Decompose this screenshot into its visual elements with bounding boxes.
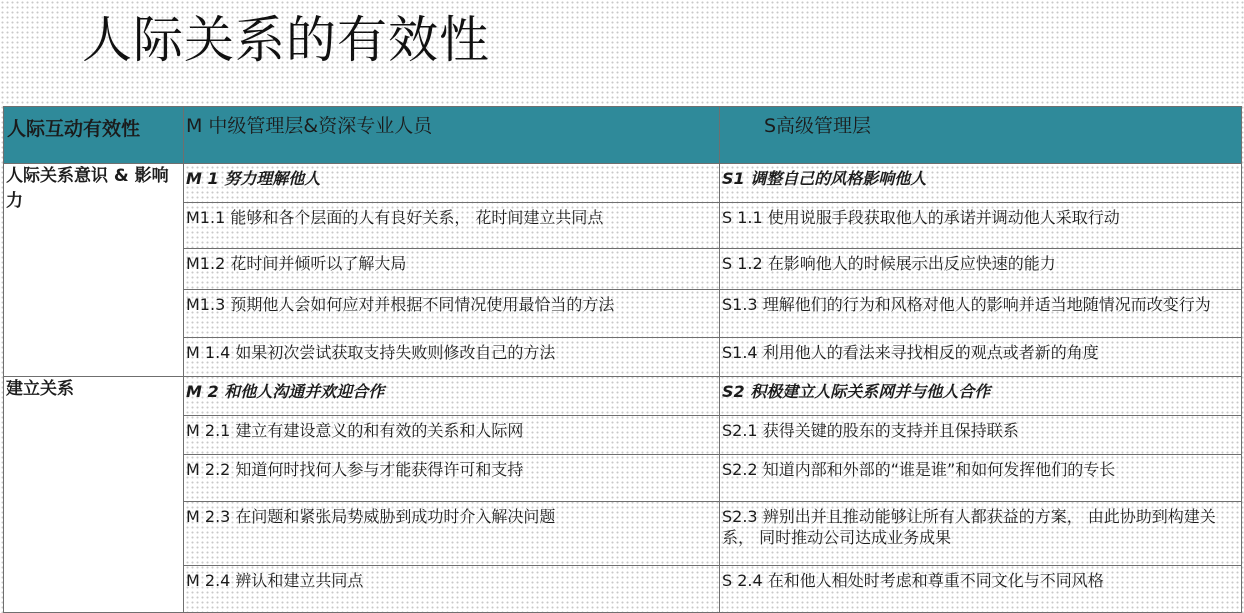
- competency-table: [3, 106, 1242, 613]
- table-row: [4, 377, 1242, 416]
- behavior-text: S1.3 理解他们的行为和风格对他人的影响并适当地随情况而改变行为: [722, 295, 1211, 314]
- behavior-text: M 2.1 建立有建设意义的和有效的关系和人际网: [186, 421, 524, 440]
- table-cell: [720, 566, 1242, 613]
- table-cell: [184, 455, 720, 502]
- table-cell: [720, 290, 1242, 338]
- section-label: 人际关系意识 & 影响力: [6, 166, 169, 211]
- behavior-text: S2.3 辨别出并且推动能够让所有人都获益的方案， 由此协助到构建关系， 同时推动公司达成业务成果: [722, 507, 1216, 547]
- table-row: [4, 290, 1242, 338]
- header-row: [4, 107, 1242, 164]
- behavior-text: M 2.4 辨认和建立共同点: [186, 571, 364, 590]
- competency-heading: M 1 努力理解他人: [186, 169, 321, 188]
- table-cell: [720, 455, 1242, 502]
- table-cell: [184, 249, 720, 290]
- behavior-text: M 2.2 知道何时找何人参与才能获得许可和支持: [186, 460, 524, 479]
- section-label-cell: [4, 164, 184, 377]
- table-cell: [720, 338, 1242, 377]
- table-cell: [720, 203, 1242, 249]
- table-row: [4, 338, 1242, 377]
- behavior-text: M1.1 能够和各个层面的人有良好关系， 花时间建立共同点: [186, 208, 604, 227]
- table-row: [4, 164, 1242, 203]
- section-label-cell: [4, 377, 184, 613]
- table-row: [4, 203, 1242, 249]
- table-cell: [184, 502, 720, 566]
- table-row: [4, 502, 1242, 566]
- behavior-text: S 1.2 在影响他人的时候展示出反应快速的能力: [722, 254, 1056, 273]
- table-cell: [720, 502, 1242, 566]
- competency-heading: S2 积极建立人际关系网并与他人合作: [722, 382, 991, 401]
- table-cell: [184, 203, 720, 249]
- header-cell-senior-management: S高级管理层: [720, 107, 1242, 164]
- table-cell: [184, 338, 720, 377]
- table-row: [4, 416, 1242, 455]
- competency-heading: M 2 和他人沟通并欢迎合作: [186, 382, 385, 401]
- behavior-text: M1.2 花时间并倾听以了解大局: [186, 254, 407, 273]
- table-cell: [184, 566, 720, 613]
- behavior-text: M 1.4 如果初次尝试获取支持失败则修改自己的方法: [186, 343, 556, 362]
- table-row: [4, 249, 1242, 290]
- table-cell: [720, 416, 1242, 455]
- table-cell: [184, 164, 720, 203]
- behavior-text: S 2.4 在和他人相处时考虑和尊重不同文化与不同风格: [722, 571, 1104, 590]
- page-title: 人际关系的有效性: [82, 11, 490, 69]
- behavior-text: M 2.3 在问题和紧张局势威胁到成功时介入解决问题: [186, 507, 556, 526]
- table-cell: [184, 416, 720, 455]
- behavior-text: M1.3 预期他人会如何应对并根据不同情况使用最恰当的方法: [186, 295, 615, 314]
- behavior-text: S1.4 利用他人的看法来寻找相反的观点或者新的角度: [722, 343, 1099, 362]
- behavior-text: S 1.1 使用说服手段获取他人的承诺并调动他人采取行动: [722, 208, 1120, 227]
- table-row: [4, 566, 1242, 613]
- section-label: 建立关系: [6, 379, 74, 399]
- header-cell-middle-management: M 中级管理层&资深专业人员: [184, 107, 720, 164]
- behavior-text: S2.2 知道内部和外部的“谁是谁”和如何发挥他们的专长: [722, 460, 1116, 479]
- table-cell: [720, 249, 1242, 290]
- table-cell: [184, 290, 720, 338]
- table-cell: [184, 377, 720, 416]
- table-row: [4, 455, 1242, 502]
- table-cell: [720, 377, 1242, 416]
- header-cell-dimension: 人际互动有效性: [4, 107, 184, 164]
- table-cell: [720, 164, 1242, 203]
- competency-heading: S1 调整自己的风格影响他人: [722, 169, 927, 188]
- behavior-text: S2.1 获得关键的股东的支持并且保持联系: [722, 421, 1019, 440]
